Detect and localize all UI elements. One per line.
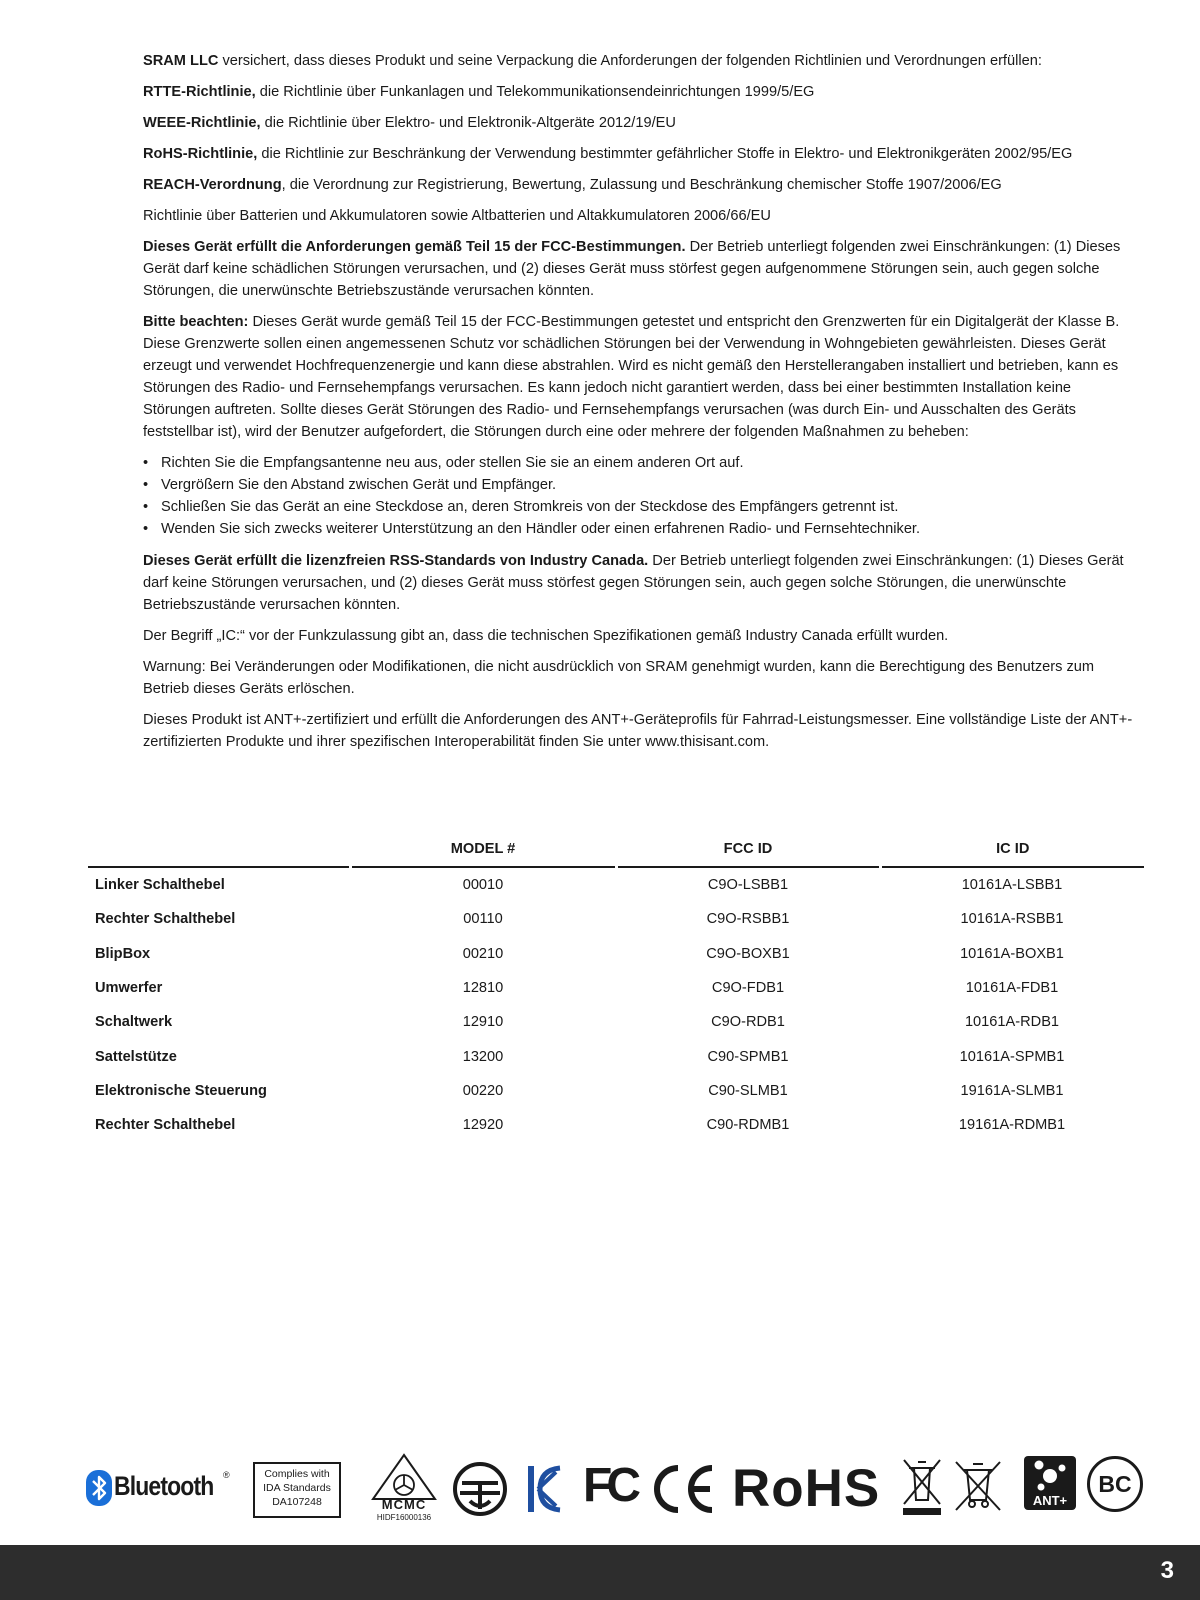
- list-item: [143, 474, 1133, 496]
- bc-text: BC: [1098, 1471, 1132, 1497]
- interference-measures-list: [143, 452, 1133, 540]
- cell-component-name: Rechter Schalthebel: [95, 1117, 236, 1134]
- paragraph-text: Richtlinie über Batterien und Akkumulatoren sowie Altbatterien und Altakkumulatoren 2006/66/EU: [143, 208, 771, 224]
- table-row: [88, 1039, 1144, 1073]
- ida-line-2: IDA Standards: [263, 1482, 331, 1494]
- cell-fcc-id: C9O-FDB1: [711, 980, 785, 997]
- paragraph-text: die Richtlinie über Elektro- und Elektronik-Altgeräte 2012/19/EU: [260, 115, 676, 131]
- ida-line-3: DA107248: [272, 1496, 322, 1508]
- cell-ic-id: 10161A-LSBB1: [961, 877, 1063, 894]
- paragraph-bold-lead: Bitte beachten:: [143, 314, 249, 330]
- list-item: [143, 452, 1133, 474]
- bluetooth-wordmark: Bluetooth: [114, 1471, 214, 1501]
- paragraph: [143, 311, 1133, 443]
- paragraph: [143, 50, 1133, 72]
- list-item: [143, 496, 1133, 518]
- paragraph-text: die Richtlinie zur Beschränkung der Verwendung bestimmter gefährlicher Stoffe in Elektro- und Elektronikgeräten 2002/95/EG: [257, 146, 1073, 162]
- table-row: [88, 1108, 1144, 1142]
- ce-mark-icon: [650, 1462, 718, 1516]
- paragraph-text: Der Begriff „IC:“ vor der Funkzulassung gibt an, dass die technischen Spezifikationen gemäß Industry Canada erfüllt wurden.: [143, 628, 949, 644]
- ce-logo: [650, 1462, 718, 1521]
- mcmc-logo: [369, 1453, 439, 1525]
- paragraph-bold-lead: RTTE-Richtlinie,: [143, 84, 256, 100]
- mcmc-code: HIDF16000136: [376, 1513, 432, 1522]
- cell-model-number: 00220: [462, 1082, 504, 1099]
- list-item-text: Schließen Sie das Gerät an eine Steckdose an, deren Stromkreis von der Steckdose des Empfängers getrennt ist.: [161, 499, 899, 515]
- paragraph-bold-lead: Dieses Gerät erfüllt die Anforderungen gemäß Teil 15 der FCC-Bestimmungen.: [143, 239, 686, 255]
- paragraph-bold-lead: SRAM LLC: [143, 53, 219, 69]
- table-row: [88, 902, 1144, 936]
- cell-model-number: 12810: [462, 980, 504, 997]
- cell-component-name: Sattelstütze: [95, 1048, 177, 1065]
- list-item-text: Vergrößern Sie den Abstand zwischen Gerät und Empfänger.: [161, 477, 557, 493]
- paragraph: [143, 625, 1133, 647]
- ida-line-1: Complies with: [264, 1468, 330, 1480]
- page-number: 3: [1160, 1557, 1174, 1584]
- paragraph-text: Der Betrieb unterliegt folgenden zwei Einschränkungen: (1) Dieses Gerät darf keine schädlichen Störungen verursachen, und (2) dieses Gerät muss störfest gegen aufgenommene Störungen sein, auch gegen solche Störungen, die unerwünschte Betriebszustände verursachen könnten.: [143, 239, 1121, 299]
- cell-ic-id: 10161A-FDB1: [965, 980, 1059, 997]
- bc-logo: [1087, 1456, 1143, 1512]
- table-header-row: [88, 836, 1144, 867]
- ant-plus-text: ANT+: [1032, 1493, 1068, 1508]
- table-header-fcc-id: FCC ID: [616, 836, 880, 867]
- cell-model-number: 13200: [462, 1048, 504, 1065]
- cell-component-name: Schaltwerk: [95, 1014, 173, 1031]
- list-item-text: Wenden Sie sich zwecks weiterer Unterstützung an den Händler oder einen erfahrenen Radio- und Fernsehtechniker.: [161, 521, 921, 537]
- bullet-dot: •: [143, 499, 149, 515]
- table-row: [88, 971, 1144, 1005]
- cell-fcc-id: C90-SPMB1: [707, 1048, 789, 1065]
- paragraph: [143, 112, 1133, 134]
- paragraph-bold-lead: WEEE-Richtlinie,: [143, 115, 261, 131]
- telec-logo: [452, 1461, 508, 1522]
- model-id-table: [88, 836, 1144, 1142]
- cell-component-name: Rechter Schalthebel: [95, 911, 236, 928]
- cell-model-number: 12910: [462, 1014, 504, 1031]
- cell-ic-id: 10161A-BOXB1: [960, 945, 1064, 962]
- bullet-dot: •: [143, 477, 149, 493]
- cell-ic-id: 19161A-SLMB1: [960, 1082, 1064, 1099]
- cell-ic-id: 10161A-SPMB1: [959, 1048, 1065, 1065]
- cell-model-number: 12920: [462, 1117, 504, 1134]
- paragraph-text: Dieses Gerät wurde gemäß Teil 15 der FCC-Bestimmungen getestet und entspricht den Grenzwerten für ein Digitalgerät der Klasse B. Diese Grenzwerte sollen einen angemessenen Schutz vor schädlichen Störungen bei der Verwendung in Wohngebieten gewährleisten. Dieses Gerät erzeugt und verwendet Hochfrequenzenergie und kann diese abstrahlen. Wird es nicht gemäß den Herstellerangaben installiert und betrieben, kann es Störungen des Radio- und Fernsehempfangs verursachen. Es kann jedoch nicht garantiert werden, dass bei einer bestimmten Installation keine Störungen auftreten. Sollte dieses Gerät Störungen des Radio- und Fernsehempfangs verursachen (was durch Ein- und Ausschalten des Geräts feststellbar ist), wird der Benutzer aufgefordert, die Störungen durch eine oder mehrere der folgenden Maßnahmen zu beheben:: [143, 314, 1120, 440]
- cell-component-name: Elektronische Steuerung: [95, 1082, 267, 1099]
- paragraph: [143, 174, 1133, 196]
- paragraph: [143, 205, 1133, 227]
- table-row: [88, 867, 1144, 902]
- cell-fcc-id: C9O-BOXB1: [706, 945, 790, 962]
- paragraph-bold-lead: RoHS-Richtlinie,: [143, 146, 258, 162]
- table-body: [88, 867, 1144, 1142]
- cell-ic-id: 10161A-RSBB1: [960, 911, 1064, 928]
- kc-logo: [526, 1462, 562, 1521]
- ida-compliance-badge: [253, 1462, 341, 1518]
- document-body: [143, 50, 1133, 762]
- ant-plus-logo: [1024, 1456, 1076, 1510]
- cell-fcc-id: C9O-LSBB1: [707, 877, 789, 894]
- paragraph-text: die Richtlinie über Funkanlagen und Telekommunikationsendeinrichtungen 1999/5/EG: [255, 84, 815, 100]
- weee-bin-logo-2: [952, 1458, 1004, 1517]
- table-header-model: MODEL #: [350, 836, 616, 867]
- bluetooth-icon: [86, 1470, 112, 1506]
- bluetooth-logo: [86, 1470, 231, 1510]
- weee-bin-logo-1: [900, 1456, 944, 1523]
- fcc-logo: FC: [583, 1459, 635, 1512]
- bullet-dot: •: [143, 455, 149, 471]
- telec-mark-icon: [452, 1461, 508, 1517]
- paragraph: [143, 550, 1133, 616]
- cell-ic-id: 10161A-RDB1: [964, 1014, 1060, 1031]
- paragraph-text: , die Verordnung zur Registrierung, Bewertung, Zulassung und Beschränkung chemischer Stoffe 1907/2006/EG: [281, 177, 1002, 193]
- cell-fcc-id: C9O-RSBB1: [706, 911, 790, 928]
- bluetooth-registered-mark: ®: [223, 1470, 230, 1480]
- paragraph: [143, 143, 1133, 165]
- cell-model-number: 00210: [462, 945, 504, 962]
- cell-fcc-id: C9O-RDB1: [711, 1014, 785, 1031]
- paragraph-text: Der Betrieb unterliegt folgenden zwei Einschränkungen: (1) Dieses Gerät darf keine Störungen verursachen, und (2) dieses Gerät muss störfest gegen Störungen sein, auch gegen solche Störungen, die unerwünschte Betriebszustände verursachen könnten.: [143, 553, 1124, 613]
- list-item: [143, 518, 1133, 540]
- canada-ant-paragraphs: [143, 550, 1133, 753]
- paragraph-bold-lead: REACH-Verordnung: [143, 177, 282, 193]
- paragraph: [143, 656, 1133, 700]
- page-footer-bar: [0, 1545, 1200, 1600]
- table-header-blank: [88, 836, 350, 867]
- paragraph-bold-lead: Dieses Gerät erfüllt die lizenzfreien RSS-Standards von Industry Canada.: [143, 553, 649, 569]
- cell-component-name: Linker Schalthebel: [95, 877, 225, 894]
- cell-fcc-id: C90-SLMB1: [708, 1082, 788, 1099]
- paragraph: [143, 709, 1133, 753]
- crossed-bin-icon: [900, 1456, 944, 1518]
- paragraph-text: versichert, dass dieses Produkt und seine Verpackung die Anforderungen der folgenden Richtlinien und Verordnungen erfüllen:: [218, 53, 1042, 69]
- certification-logos: [86, 1456, 1146, 1524]
- cell-component-name: BlipBox: [95, 945, 151, 962]
- paragraph-text: Warnung: Bei Veränderungen oder Modifikationen, die nicht ausdrücklich von SRAM genehmigt wurden, kann die Berechtigung des Benutzers zum Betrieb dieses Geräts erlöschen.: [143, 659, 1095, 697]
- table-row: [88, 1074, 1144, 1108]
- mcmc-wordmark: MCMC: [381, 1497, 427, 1512]
- cell-component-name: Umwerfer: [95, 980, 163, 997]
- crossed-wheelie-bin-icon: [952, 1458, 1004, 1512]
- cell-fcc-id: C90-RDMB1: [706, 1117, 790, 1134]
- paragraph: [143, 236, 1133, 302]
- cell-model-number: 00110: [463, 911, 503, 928]
- cell-ic-id: 19161A-RDMB1: [958, 1117, 1066, 1134]
- regulatory-paragraphs: [143, 50, 1133, 443]
- table-header-ic-id: IC ID: [880, 836, 1144, 867]
- table-row: [88, 937, 1144, 971]
- ant-nodes-icon: [1024, 1456, 1076, 1494]
- bullet-dot: •: [143, 521, 149, 537]
- paragraph: [143, 81, 1133, 103]
- paragraph-text: Dieses Produkt ist ANT+-zertifiziert und erfüllt die Anforderungen des ANT+-Geräteprofils für Fahrrad-Leistungsmesser. Eine vollständige Liste der ANT+-zertifizierten Produkte und ihrer spezifischen Interoperabilität finden Sie unter www.thisisant.com.: [143, 712, 1133, 750]
- rohs-logo: RoHS: [732, 1459, 881, 1518]
- cell-model-number: 00010: [462, 877, 504, 894]
- list-item-text: Richten Sie die Empfangsantenne neu aus, oder stellen Sie sie an einem anderen Ort auf.: [161, 455, 744, 471]
- table-row: [88, 1005, 1144, 1039]
- model-id-table-wrapper: [88, 836, 1144, 1142]
- kc-mark-icon: [526, 1462, 562, 1516]
